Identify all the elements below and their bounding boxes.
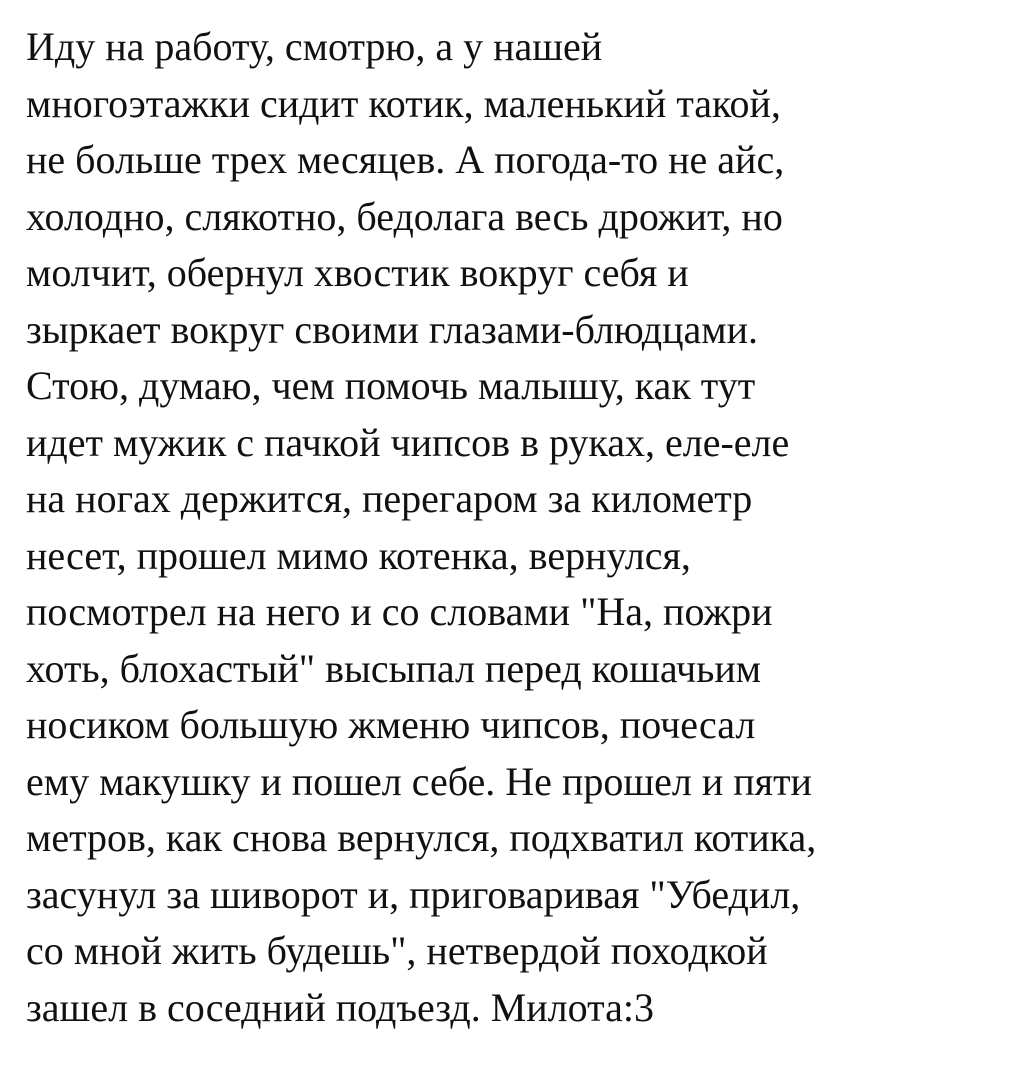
story-line: зашел в соседний подъезд. Милота:3 (26, 984, 654, 1030)
story-line: посмотрел на него и со словами "На, пожри (26, 589, 773, 634)
story-line: метров, как снова вернулся, подхватил котика, (26, 815, 817, 860)
story-line: на ногах держится, перегаром за километр (26, 476, 753, 521)
story-text (26, 19, 1006, 1036)
story-line: Стою, думаю, чем помочь малышу, как тут (26, 363, 756, 408)
story-line: многоэтажки сидит котик, маленький такой, (26, 80, 781, 126)
story-line: зыркает вокруг своими глазами-блюдцами. (26, 306, 758, 352)
story-line: со мной жить будешь", нетвердой походкой (26, 928, 768, 973)
story-line: носиком большую жменю чипсов, почесал (26, 702, 756, 747)
story-line: ему макушку и пошел себе. Не прошел и пяти (26, 758, 812, 804)
story-line: холодно, слякотно, бедолага весь дрожит, но (26, 193, 783, 239)
story-line: молчит, обернул хвостик вокруг себя и (26, 250, 689, 295)
story-line: Иду на работу, смотрю, а у нашей (26, 24, 603, 69)
story-line: хоть, блохастый" высыпал перед кошачьим (26, 645, 762, 691)
story-line: идет мужик с пачкой чипсов в руках, еле-еле (26, 419, 790, 465)
story-line: несет, прошел мимо котенка, вернулся, (26, 532, 691, 578)
story-line: не больше трех месяцев. А погода-то не айс, (26, 137, 785, 182)
story-line: засунул за шиворот и, приговаривая "Убедил, (26, 871, 801, 917)
